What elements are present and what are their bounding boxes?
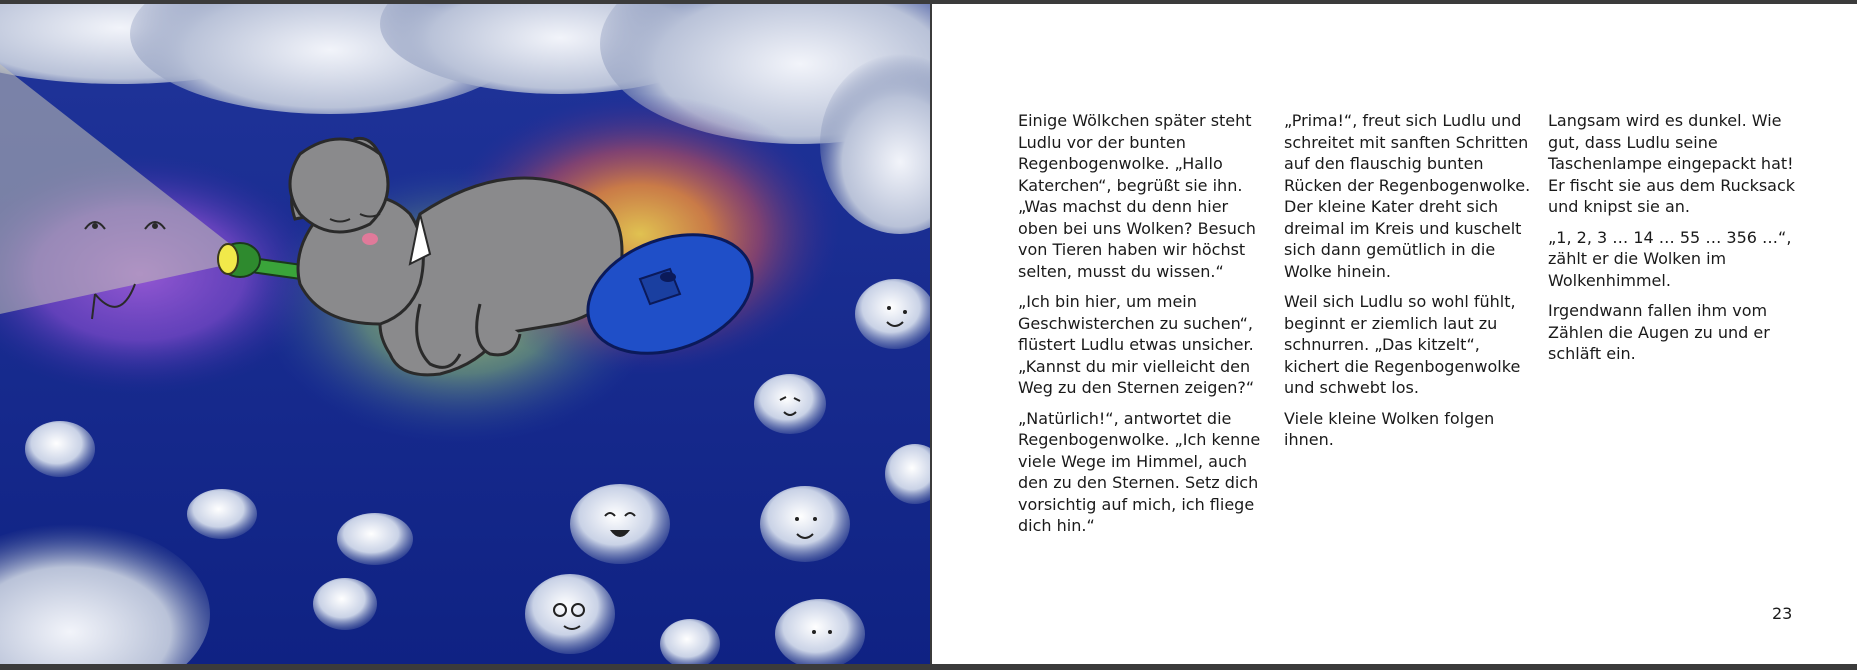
paragraph: Weil sich Ludlu so wohl fühlt, beginnt er ziemlich laut zu schnurren. „Das kitzelt“, kichert die Regenbogenwolke und schwebt los.	[1284, 292, 1521, 397]
text-column-2	[1284, 110, 1539, 460]
text-page	[932, 4, 1857, 664]
paragraph: „Prima!“, freut sich Ludlu und schreitet mit sanften Schritten auf den flauschig bunten Rücken der Regenbogenwolke. Der kleine Kater dreht sich dreimal im Kreis und kuschelt sich dann gemütlich in die Wolke hinein.	[1284, 111, 1531, 281]
paragraph: Irgendwann fallen ihm vom Zählen die Augen zu und er schläft ein.	[1548, 301, 1770, 363]
illustration-page	[0, 4, 930, 664]
paragraph: Langsam wird es dunkel. Wie gut, dass Ludlu seine Taschenlampe eingepackt hat! Er fischt sie aus dem Rucksack und knipst sie an.	[1548, 111, 1796, 216]
illustration	[0, 4, 930, 664]
page-number: 23	[1772, 604, 1793, 623]
paragraph: „Natürlich!“, antwortet die Regenbogenwolke. „Ich kenne viele Wege im Himmel, auch den zu den Sternen. Setz dich vorsichtig auf mich, ich fliege dich hin.“	[1018, 408, 1261, 535]
paragraph: „Ich bin hier, um mein Geschwisterchen zu suchen“, flüstert Ludlu etwas unsicher. „Kannst du mir vielleicht den Weg zu den Sternen zeigen?“	[1018, 292, 1255, 397]
paragraph: „1, 2, 3 … 14 … 55 … 356 …“, zählt er die Wolken im Wolkenhimmel.	[1548, 227, 1792, 290]
paragraph: Viele kleine Wolken folgen ihnen.	[1284, 408, 1495, 449]
text-column-1	[1018, 110, 1273, 546]
paragraph: Einige Wölkchen später steht Ludlu vor der bunten Regenbogenwolke. „Hallo Katerchen“, begrüßt sie ihn. „Was machst du denn hier oben bei uns Wolken? Besuch von Tieren haben wir höchst selten, musst du wissen.“	[1018, 111, 1256, 281]
text-column-3	[1548, 110, 1803, 374]
